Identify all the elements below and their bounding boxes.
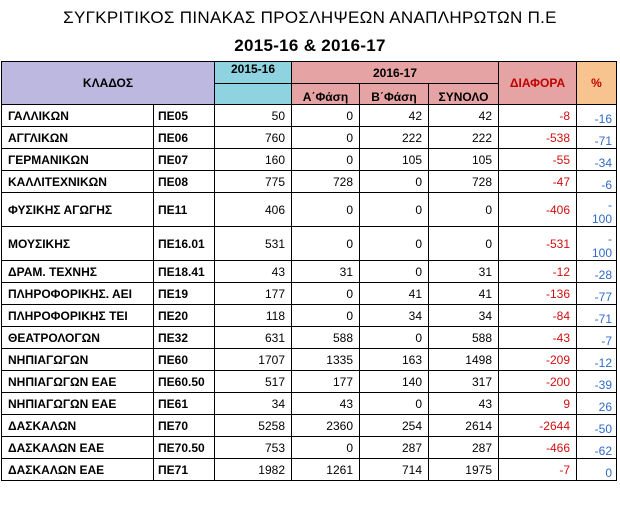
cell-klados-name: ΔΑΣΚΑΛΩΝ ΕΑΕ <box>2 459 154 481</box>
cell-b-phase: 163 <box>360 349 429 371</box>
cell-klados-name: ΓΕΡΜΑΝΙΚΩΝ <box>2 149 154 171</box>
cell-klados-name: ΠΛΗΡΟΦΟΡΙΚΗΣ ΤΕΙ <box>2 305 154 327</box>
cell-percent <box>577 193 617 227</box>
cell-a-phase: 1335 <box>292 349 360 371</box>
cell-percent: -71 <box>577 127 617 149</box>
table-row <box>2 261 617 283</box>
table-row <box>2 283 617 305</box>
cell-diafora: -12 <box>499 261 577 283</box>
cell-total: 588 <box>429 327 499 349</box>
cell-b-phase: 42 <box>360 105 429 127</box>
cell-klados-name: ΔΑΣΚΑΛΩΝ <box>2 415 154 437</box>
cell-2015-16: 160 <box>215 149 292 171</box>
cell-klados-code: ΠΕ61 <box>154 393 215 415</box>
table-row <box>2 393 617 415</box>
cell-total: 1975 <box>429 459 499 481</box>
cell-a-phase: 0 <box>292 227 360 261</box>
cell-klados-name: ΦΥΣΙΚΗΣ ΑΓΩΓΗΣ <box>2 193 154 227</box>
cell-klados-name: ΠΛΗΡΟΦΟΡΙΚΗΣ. ΑΕΙ <box>2 283 154 305</box>
cell-b-phase: 0 <box>360 261 429 283</box>
cell-total: 31 <box>429 261 499 283</box>
cell-percent: -39 <box>577 371 617 393</box>
cell-diafora: -531 <box>499 227 577 261</box>
cell-klados-name: ΝΗΠΙΑΓΩΓΩΝ ΕΑΕ <box>2 393 154 415</box>
cell-a-phase: 0 <box>292 305 360 327</box>
cell-a-phase: 31 <box>292 261 360 283</box>
cell-a-phase: 0 <box>292 193 360 227</box>
cell-diafora: -466 <box>499 437 577 459</box>
cell-klados-code: ΠΕ16.01 <box>154 227 215 261</box>
cell-klados-name: ΑΓΓΛΙΚΩΝ <box>2 127 154 149</box>
cell-a-phase: 0 <box>292 437 360 459</box>
cell-diafora: -43 <box>499 327 577 349</box>
cell-2015-16: 43 <box>215 261 292 283</box>
cell-b-phase: 105 <box>360 149 429 171</box>
cell-b-phase: 222 <box>360 127 429 149</box>
cell-percent: -50 <box>577 415 617 437</box>
cell-diafora: 9 <box>499 393 577 415</box>
cell-percent: -62 <box>577 437 617 459</box>
page-subtitle: 2015-16 & 2016-17 <box>234 36 386 55</box>
cell-total: 41 <box>429 283 499 305</box>
cell-diafora: -47 <box>499 171 577 193</box>
cell-klados-name: ΔΑΣΚΑΛΩΝ ΕΑΕ <box>2 437 154 459</box>
cell-a-phase: 588 <box>292 327 360 349</box>
cell-klados-name: ΝΗΠΙΑΓΩΓΩΝ <box>2 349 154 371</box>
cell-total: 1498 <box>429 349 499 371</box>
cell-diafora: -7 <box>499 459 577 481</box>
cell-klados-name: ΓΑΛΛΙΚΩΝ <box>2 105 154 127</box>
cell-total: 2614 <box>429 415 499 437</box>
cell-b-phase: 714 <box>360 459 429 481</box>
cell-total: 728 <box>429 171 499 193</box>
cell-2015-16: 1982 <box>215 459 292 481</box>
cell-klados-name: ΘΕΑΤΡΟΛΟΓΩΝ <box>2 327 154 349</box>
cell-diafora: -200 <box>499 371 577 393</box>
cell-a-phase: 728 <box>292 171 360 193</box>
cell-2015-16: 406 <box>215 193 292 227</box>
header-2015-blank <box>215 84 292 105</box>
table-row <box>2 227 617 261</box>
cell-percent-sign: - <box>608 198 612 212</box>
cell-klados-code: ΠΕ20 <box>154 305 215 327</box>
cell-diafora: -136 <box>499 283 577 305</box>
cell-2015-16: 50 <box>215 105 292 127</box>
cell-2015-16: 5258 <box>215 415 292 437</box>
cell-percent-sign: - <box>608 232 612 246</box>
cell-a-phase: 0 <box>292 105 360 127</box>
header-2015-16: 2015-16 <box>215 62 292 84</box>
cell-2015-16: 517 <box>215 371 292 393</box>
cell-percent-value: 100 <box>591 246 612 260</box>
cell-percent: -71 <box>577 305 617 327</box>
cell-b-phase: 0 <box>360 327 429 349</box>
cell-klados-code: ΠΕ05 <box>154 105 215 127</box>
cell-klados-code: ΠΕ60.50 <box>154 371 215 393</box>
cell-klados-code: ΠΕ32 <box>154 327 215 349</box>
cell-klados-name: ΚΑΛΛΙΤΕΧΝΙΚΩΝ <box>2 171 154 193</box>
cell-total: 287 <box>429 437 499 459</box>
cell-total: 43 <box>429 393 499 415</box>
table-row <box>2 193 617 227</box>
cell-klados-code: ΠΕ70.50 <box>154 437 215 459</box>
cell-klados-code: ΠΕ18.41 <box>154 261 215 283</box>
cell-b-phase: 0 <box>360 171 429 193</box>
cell-klados-code: ΠΕ70 <box>154 415 215 437</box>
cell-b-phase: 140 <box>360 371 429 393</box>
cell-percent <box>577 227 617 261</box>
cell-b-phase: 287 <box>360 437 429 459</box>
cell-2015-16: 753 <box>215 437 292 459</box>
table-row <box>2 371 617 393</box>
cell-klados-code: ΠΕ06 <box>154 127 215 149</box>
cell-a-phase: 1261 <box>292 459 360 481</box>
table-row <box>2 171 617 193</box>
cell-percent: -77 <box>577 283 617 305</box>
cell-b-phase: 41 <box>360 283 429 305</box>
table-row <box>2 459 617 481</box>
cell-diafora: -406 <box>499 193 577 227</box>
cell-total: 34 <box>429 305 499 327</box>
cell-total: 105 <box>429 149 499 171</box>
cell-klados-code: ΠΕ71 <box>154 459 215 481</box>
header-percent: % <box>577 62 617 105</box>
cell-2015-16: 177 <box>215 283 292 305</box>
table-row <box>2 349 617 371</box>
cell-percent: -16 <box>577 105 617 127</box>
cell-percent: -34 <box>577 149 617 171</box>
cell-klados-name: ΔΡΑΜ. ΤΕΧΝΗΣ <box>2 261 154 283</box>
cell-klados-code: ΠΕ19 <box>154 283 215 305</box>
cell-percent: 0 <box>577 459 617 481</box>
cell-2015-16: 34 <box>215 393 292 415</box>
cell-b-phase: 0 <box>360 193 429 227</box>
header-b-phase: Β΄Φάση <box>360 84 429 105</box>
comparison-table <box>1 61 617 481</box>
cell-b-phase: 0 <box>360 393 429 415</box>
cell-b-phase: 0 <box>360 227 429 261</box>
cell-2015-16: 631 <box>215 327 292 349</box>
cell-diafora: -55 <box>499 149 577 171</box>
table-row <box>2 127 617 149</box>
cell-percent-value: 100 <box>591 212 612 226</box>
cell-diafora: -209 <box>499 349 577 371</box>
page-title: ΣΥΓΚΡΙΤΙΚΟΣ ΠΙΝΑΚΑΣ ΠΡΟΣΛΗΨΕΩΝ ΑΝΑΠΛΗΡΩΤΩΝ Π.Ε <box>63 8 557 27</box>
table-row <box>2 105 617 127</box>
cell-2015-16: 760 <box>215 127 292 149</box>
cell-klados-code: ΠΕ07 <box>154 149 215 171</box>
cell-diafora: -538 <box>499 127 577 149</box>
cell-klados-code: ΠΕ11 <box>154 193 215 227</box>
header-diafora: ΔΙΑΦΟΡΑ <box>499 62 577 105</box>
header-total: ΣΥΝΟΛΟ <box>429 84 499 105</box>
cell-total: 42 <box>429 105 499 127</box>
cell-percent: 26 <box>577 393 617 415</box>
cell-a-phase: 43 <box>292 393 360 415</box>
cell-percent: -7 <box>577 327 617 349</box>
cell-klados-name: ΜΟΥΣΙΚΗΣ <box>2 227 154 261</box>
cell-a-phase: 177 <box>292 371 360 393</box>
header-klados: ΚΛΑΔΟΣ <box>2 62 215 105</box>
table-body <box>2 105 617 481</box>
header-a-phase: Α΄Φάση <box>292 84 360 105</box>
cell-diafora: -2644 <box>499 415 577 437</box>
cell-total: 0 <box>429 193 499 227</box>
cell-klados-name: ΝΗΠΙΑΓΩΓΩΝ ΕΑΕ <box>2 371 154 393</box>
cell-percent: -12 <box>577 349 617 371</box>
cell-2015-16: 775 <box>215 171 292 193</box>
cell-total: 317 <box>429 371 499 393</box>
table-row <box>2 327 617 349</box>
cell-percent: -6 <box>577 171 617 193</box>
cell-klados-code: ΠΕ60 <box>154 349 215 371</box>
cell-diafora: -84 <box>499 305 577 327</box>
table-row <box>2 149 617 171</box>
cell-2015-16: 531 <box>215 227 292 261</box>
cell-a-phase: 0 <box>292 283 360 305</box>
header-2016-17: 2016-17 <box>292 62 499 84</box>
cell-a-phase: 0 <box>292 149 360 171</box>
cell-b-phase: 254 <box>360 415 429 437</box>
table-row <box>2 305 617 327</box>
table-row <box>2 415 617 437</box>
cell-total: 222 <box>429 127 499 149</box>
cell-total: 0 <box>429 227 499 261</box>
cell-b-phase: 34 <box>360 305 429 327</box>
cell-klados-code: ΠΕ08 <box>154 171 215 193</box>
cell-a-phase: 0 <box>292 127 360 149</box>
cell-2015-16: 1707 <box>215 349 292 371</box>
cell-2015-16: 118 <box>215 305 292 327</box>
cell-a-phase: 2360 <box>292 415 360 437</box>
table-row <box>2 437 617 459</box>
cell-diafora: -8 <box>499 105 577 127</box>
cell-percent: -28 <box>577 261 617 283</box>
